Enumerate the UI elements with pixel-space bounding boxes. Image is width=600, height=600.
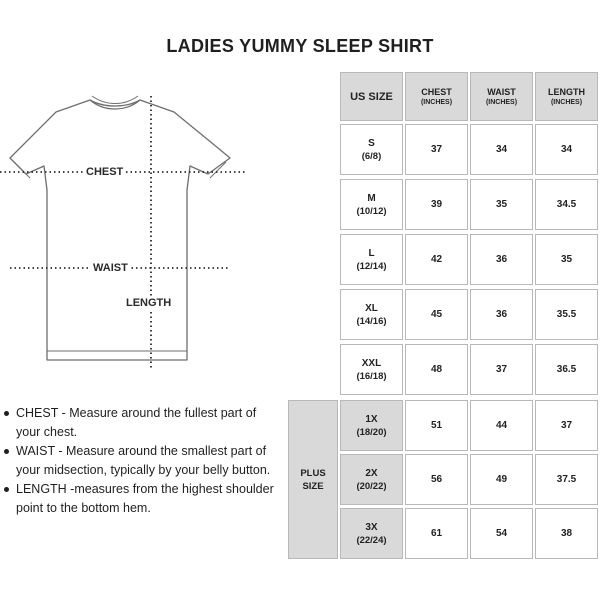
- size-name: XXL: [361, 357, 382, 369]
- plus-size-label: [288, 400, 338, 559]
- shirt-illustration: [0, 92, 245, 372]
- size-cell: [340, 344, 403, 395]
- size-name: 2X: [365, 467, 378, 479]
- instruction-waist: [2, 442, 282, 480]
- page-title: LADIES YUMMY SLEEP SHIRT: [166, 36, 434, 56]
- bullet-icon: [4, 487, 9, 492]
- waist-value: [470, 124, 533, 175]
- length-value-text: 35.5: [556, 309, 577, 320]
- size-cell: [340, 508, 403, 559]
- measurement-instructions: [2, 404, 282, 518]
- chest-value: [405, 454, 468, 505]
- chest-value: [405, 124, 468, 175]
- length-value: [535, 454, 598, 505]
- length-value-text: 38: [560, 528, 573, 539]
- length-value: [535, 344, 598, 395]
- header-us-size: [340, 72, 403, 121]
- size-name: XL: [365, 302, 378, 314]
- chest-value-text: 39: [430, 199, 443, 210]
- chest-value: [405, 508, 468, 559]
- waist-value: [470, 234, 533, 285]
- chest-label: CHEST: [86, 166, 124, 178]
- waist-value-text: 54: [495, 528, 508, 539]
- size-number: (22/24): [356, 534, 387, 546]
- waist-value: [470, 344, 533, 395]
- length-value-text: 37: [560, 420, 573, 431]
- length-value: [535, 508, 598, 559]
- size-cell: [340, 179, 403, 230]
- header-label: CHEST: [421, 86, 452, 97]
- length-value: [535, 179, 598, 230]
- size-number: (20/22): [356, 480, 387, 492]
- size-number: (12/14): [356, 260, 387, 272]
- size-cell: [340, 124, 403, 175]
- bullet-icon: [4, 411, 9, 416]
- length-value: [535, 234, 598, 285]
- waist-label: WAIST: [93, 262, 128, 274]
- instruction-text: CHEST - Measure around the fullest part of your chest.: [16, 406, 257, 439]
- chest-value-text: 42: [430, 254, 443, 265]
- shirt-diagram: [0, 92, 245, 372]
- bullet-icon: [4, 449, 9, 454]
- waist-value: [470, 400, 533, 451]
- length-value: [535, 400, 598, 451]
- instruction-chest: [2, 404, 282, 442]
- header-label: US SIZE: [350, 90, 393, 103]
- length-value-text: 36.5: [556, 364, 577, 375]
- instruction-text: LENGTH -measures from the highest shoulder point to the bottom hem.: [16, 482, 274, 515]
- chest-value-text: 56: [430, 474, 443, 485]
- length-value-text: 34.5: [556, 199, 577, 210]
- size-number: (18/20): [356, 426, 387, 438]
- waist-value-text: 34: [495, 144, 508, 155]
- chest-value: [405, 179, 468, 230]
- header-label: WAIST: [487, 86, 516, 97]
- header-unit: (INCHES): [550, 98, 583, 106]
- header-unit: (INCHES): [420, 98, 453, 106]
- size-name: 1X: [365, 413, 378, 425]
- waist-value-text: 36: [495, 309, 508, 320]
- size-cell: [340, 234, 403, 285]
- waist-value-text: 37: [495, 364, 508, 375]
- length-value-text: 34: [560, 144, 573, 155]
- waist-value: [470, 454, 533, 505]
- size-number: (6/8): [361, 150, 382, 162]
- chest-value-text: 37: [430, 144, 443, 155]
- waist-value: [470, 179, 533, 230]
- size-name: 3X: [365, 521, 378, 533]
- waist-value-text: 36: [495, 254, 508, 265]
- waist-value-text: 49: [495, 474, 508, 485]
- length-value: [535, 124, 598, 175]
- size-name: S: [368, 137, 375, 149]
- chest-value: [405, 289, 468, 340]
- length-value-text: 37.5: [556, 474, 577, 485]
- size-cell: [340, 289, 403, 340]
- instruction-text: WAIST - Measure around the smallest part of your midsection, typically by your belly button.: [16, 444, 271, 477]
- header-length: [535, 72, 598, 121]
- length-label: LENGTH: [126, 297, 172, 309]
- plus-label-line: SIZE: [302, 480, 324, 492]
- waist-value-text: 35: [495, 199, 508, 210]
- plus-label-line: PLUS: [300, 467, 326, 479]
- header-chest: [405, 72, 468, 121]
- chest-value-text: 45: [430, 309, 443, 320]
- chest-value-text: 61: [430, 528, 443, 539]
- size-name: M: [367, 192, 376, 204]
- waist-value-text: 44: [495, 420, 508, 431]
- size-number: (14/16): [356, 315, 387, 327]
- chest-value-text: 48: [430, 364, 443, 375]
- length-value: [535, 289, 598, 340]
- size-cell: [340, 400, 403, 451]
- chest-value: [405, 344, 468, 395]
- instruction-length: [2, 480, 282, 518]
- size-cell: [340, 454, 403, 505]
- size-number: (10/12): [356, 205, 387, 217]
- size-name: L: [368, 247, 375, 259]
- chest-value: [405, 400, 468, 451]
- header-unit: (INCHES): [485, 98, 518, 106]
- size-number: (16/18): [356, 370, 387, 382]
- header-waist: [470, 72, 533, 121]
- length-value-text: 35: [560, 254, 573, 265]
- chest-value: [405, 234, 468, 285]
- header-label: LENGTH: [548, 86, 585, 97]
- waist-value: [470, 508, 533, 559]
- chest-value-text: 51: [430, 420, 443, 431]
- waist-value: [470, 289, 533, 340]
